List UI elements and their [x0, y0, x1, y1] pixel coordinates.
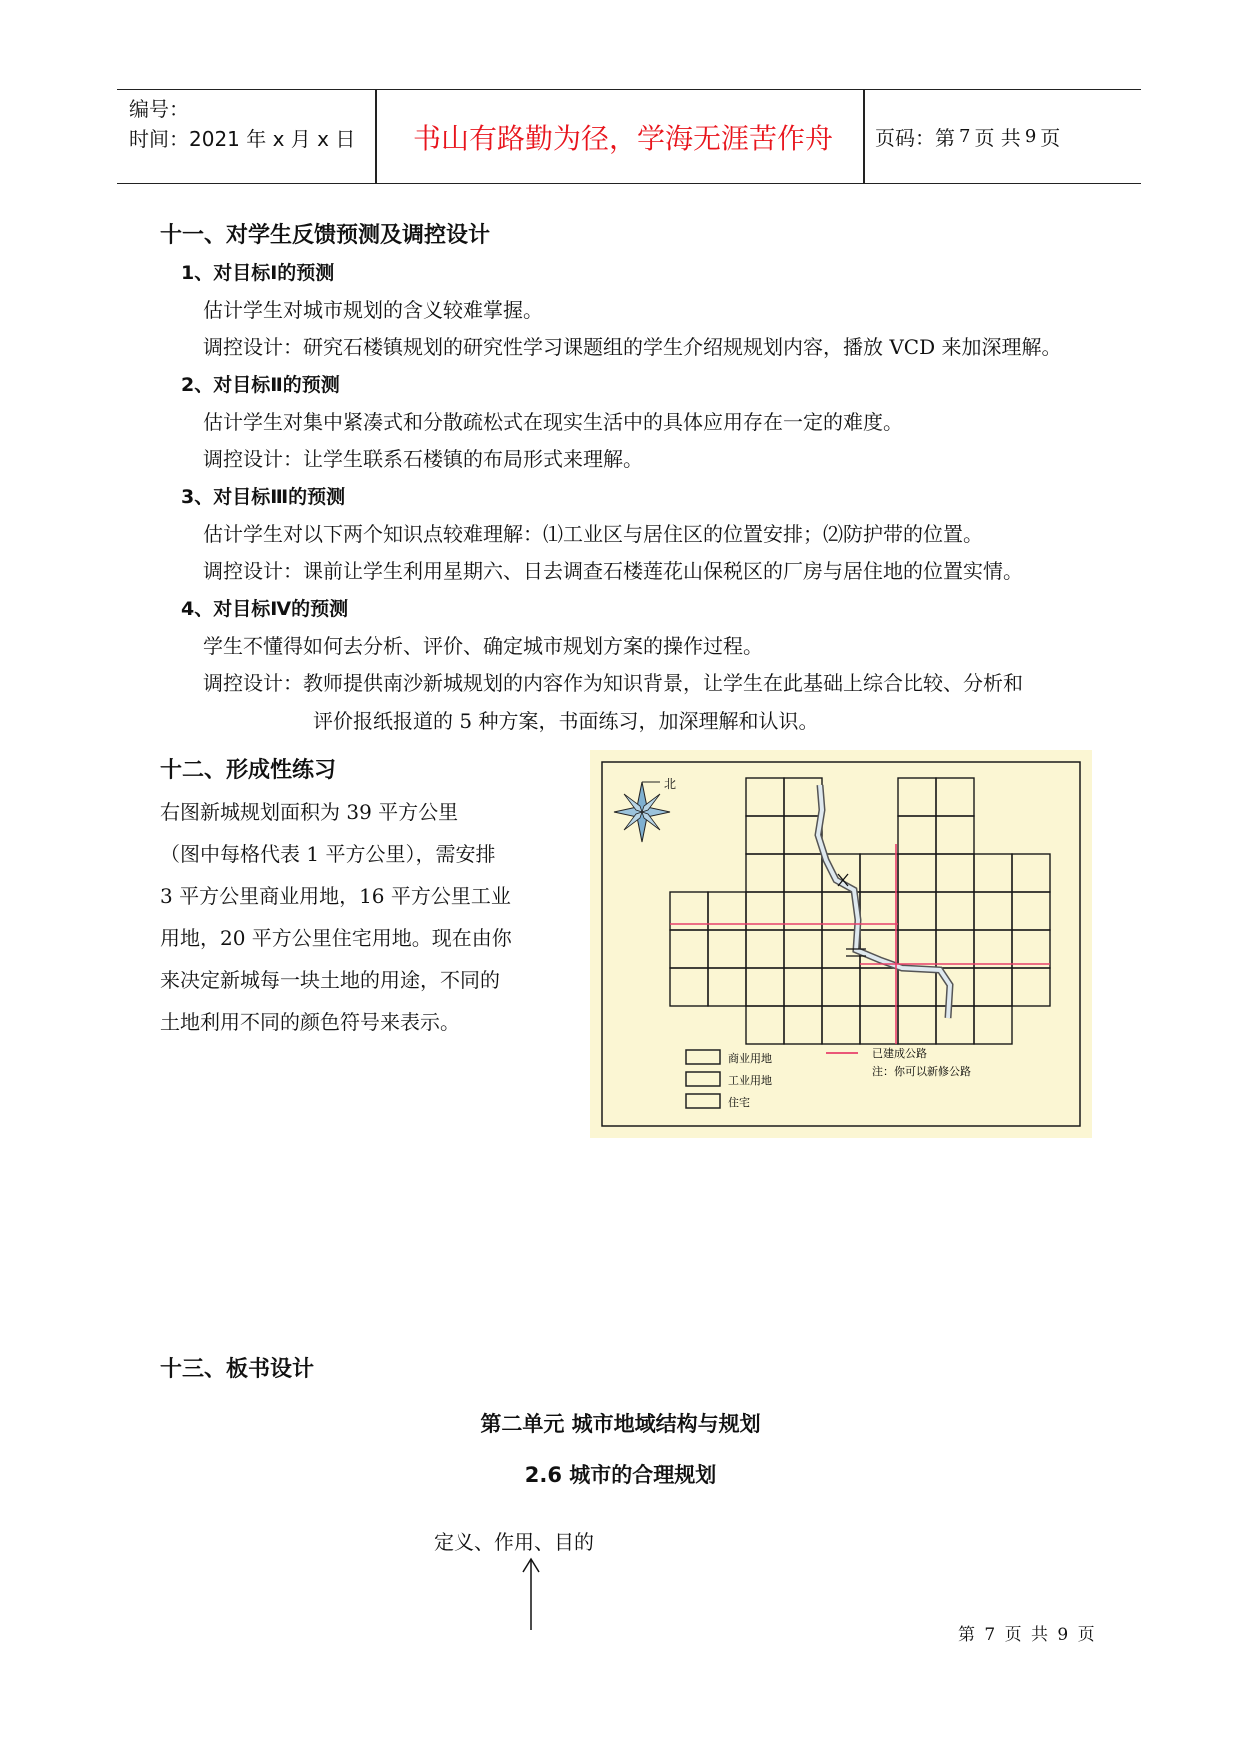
grid-cell [860, 1006, 898, 1044]
grid-cell [898, 892, 936, 930]
grid-cell [1012, 892, 1050, 930]
grid-cell [936, 1006, 974, 1044]
compass-icon [614, 782, 670, 842]
grid-cell [1012, 968, 1050, 1006]
grid-cell [822, 968, 860, 1006]
header-page-number [875, 90, 1060, 183]
up-arrow-icon [520, 1556, 542, 1632]
page-footer: 第 7 页 共 9 页 [958, 1625, 1097, 1645]
page-mid: 页 共 [974, 126, 1021, 150]
grid-cell [746, 816, 784, 854]
page-prefix: 页码：第 [875, 126, 955, 150]
grid-cell [898, 854, 936, 892]
grid-cell [898, 930, 936, 968]
grid-cell [936, 930, 974, 968]
item-1-line: 估计学生对城市规划的含义较难掌握。 [203, 298, 543, 322]
page-total: 9 [1024, 126, 1037, 147]
header-divider [375, 90, 377, 183]
page-current: 7 [959, 126, 971, 147]
item-3-line: 调控设计：课前让学生利用星期六、日去调查石楼莲花山保税区的厂房与居住地的位置实情。 [203, 559, 1023, 583]
city-plan-map [590, 750, 1092, 1138]
legend-box-residential [686, 1094, 720, 1108]
item-4-line: 评价报纸报道的 5 种方案，书面练习，加深理解和认识。 [313, 709, 819, 733]
grid-cell [784, 968, 822, 1006]
header-motto: 书山有路勤为径，学海无涯苦作舟 [412, 121, 833, 155]
grid-cell [974, 930, 1012, 968]
board-note: 定义、作用、目的 [434, 1530, 594, 1554]
legend-residential: 住宅 [728, 1096, 750, 1109]
header-info [129, 94, 355, 154]
grid-cell [822, 1006, 860, 1044]
grid-cell [974, 968, 1012, 1006]
grid-cell [746, 930, 784, 968]
item-2-title: 2、对目标Ⅱ的预测 [181, 374, 340, 396]
item-3-title: 3、对目标Ⅲ的预测 [181, 486, 346, 508]
item-4-line: 调控设计：教师提供南沙新城规划的内容作为知识背景，让学生在此基础上综合比较、分析和 [203, 671, 1023, 695]
page-suffix: 页 [1040, 126, 1061, 150]
grid-cell [860, 968, 898, 1006]
grid-cell [898, 816, 936, 854]
exercise-line: 右图新城规划面积为 39 平方公里 [160, 800, 459, 824]
exercise-text [160, 791, 550, 1043]
exercise-line: 土地利用不同的颜色符号来表示。 [160, 1010, 460, 1034]
map-frame [602, 762, 1080, 1126]
grid-cell [1012, 930, 1050, 968]
grid-cell [974, 1006, 1012, 1044]
unit-title: 第二单元 城市地域结构与规划 [480, 1412, 761, 1436]
item-4-title: 4、对目标Ⅳ的预测 [181, 598, 349, 620]
legend-industrial: 工业用地 [728, 1074, 772, 1087]
code-label: 编号： [129, 97, 189, 121]
grid-cell [860, 854, 898, 892]
legend-box-industrial [686, 1072, 720, 1086]
header-divider [863, 90, 865, 183]
grid-cell [746, 854, 784, 892]
section-13-title: 十三、板书设计 [160, 1357, 315, 1382]
section-11-title: 十一、对学生反馈预测及调控设计 [160, 223, 491, 248]
grid-cell [746, 1006, 784, 1044]
exercise-line: （图中每格代表 1 平方公里），需安排 [160, 842, 496, 866]
grid-cell [784, 930, 822, 968]
grid-cell [898, 1006, 936, 1044]
grid-cell [898, 778, 936, 816]
lesson-title: 2.6 城市的合理规划 [524, 1463, 717, 1487]
map-legend [686, 1046, 971, 1109]
grid-cell [936, 816, 974, 854]
section-12-title: 十二、形成性练习 [160, 758, 337, 783]
river-outline [818, 785, 950, 1018]
item-2-line: 估计学生对集中紧凑式和分散疏松式在现实生活中的具体应用存在一定的难度。 [203, 410, 903, 434]
grid-cell [784, 854, 822, 892]
grid-cell [670, 968, 708, 1006]
grid-cell [936, 892, 974, 930]
item-1-line: 调控设计：研究石楼镇规划的研究性学习课题组的学生介绍规规划内容，播放 VCD 来加深理解。 [203, 335, 1062, 359]
time-label: 时间：2021 年 x 月 x 日 [129, 127, 356, 151]
grid-cell [1012, 854, 1050, 892]
legend-box-commercial [686, 1050, 720, 1064]
item-2-line: 调控设计：让学生联系石楼镇的布局形式来理解。 [203, 447, 643, 471]
grid-cell [784, 778, 822, 816]
grid-cell [974, 854, 1012, 892]
grid-cell [670, 930, 708, 968]
grid-cell [936, 854, 974, 892]
grid-cell [974, 892, 1012, 930]
grid-cell [936, 778, 974, 816]
city-plan-svg [590, 750, 1092, 1138]
item-1-title: 1、对目标Ⅰ的预测 [181, 262, 335, 284]
legend-road: 已建成公路 [872, 1047, 927, 1060]
item-4-line: 学生不懂得如何去分析、评价、确定城市规划方案的操作过程。 [203, 634, 763, 658]
item-3-line: 估计学生对以下两个知识点较难理解：⑴工业区与居住区的位置安排；⑵防护带的位置。 [203, 522, 983, 546]
page-header [117, 89, 1141, 184]
legend-commercial: 商业用地 [728, 1052, 772, 1065]
river [818, 785, 950, 1018]
grid-cell [784, 1006, 822, 1044]
exercise-line: 3 平方公里商业用地，16 平方公里工业 [160, 884, 511, 908]
grid-cell [708, 968, 746, 1006]
grid-cell [898, 968, 936, 1006]
grid-cell [746, 778, 784, 816]
grid-cell [746, 968, 784, 1006]
grid-cell [708, 930, 746, 968]
legend-note: 注：你可以新修公路 [872, 1065, 971, 1078]
north-label: 北 [664, 777, 677, 791]
exercise-line: 用地，20 平方公里住宅用地。现在由你 [160, 926, 512, 950]
exercise-line: 来决定新城每一块土地的用途，不同的 [160, 968, 500, 992]
